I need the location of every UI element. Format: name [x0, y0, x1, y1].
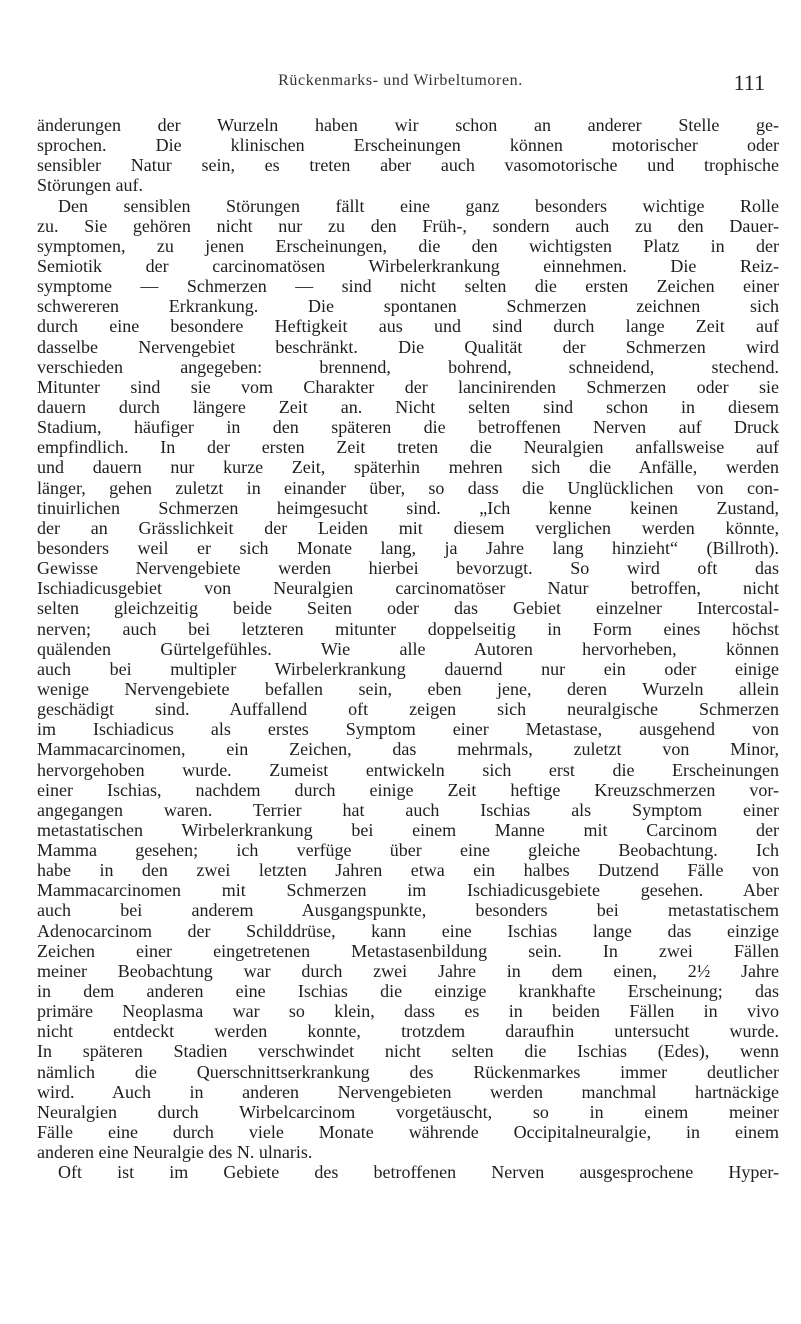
- text-line: Fälle eine durch viele Monate währende Occipitalneuralgie, in einem: [37, 1122, 779, 1143]
- text-line: dauern durch längere Zeit an. Nicht selten sind schon in diesem: [37, 396, 779, 417]
- text-line: hervorgehoben wurde. Zumeist entwickeln sich erst die Erscheinungen: [37, 759, 779, 780]
- text-line: zu. Sie gehören nicht nur zu den Früh-, sondern auch zu den Dauer-: [37, 215, 779, 236]
- text-line: länger, gehen zuletzt in einander über, so dass die Unglücklichen von con-: [37, 477, 779, 498]
- text-line: habe in den zwei letzten Jahren etwa ein halbes Dutzend Fälle von: [37, 860, 779, 881]
- text-line: symptomen, zu jenen Erscheinungen, die den wichtigsten Platz in der: [37, 235, 779, 256]
- text-line: selten gleichzeitig beide Seiten oder das Gebiet einzelner Intercostal-: [37, 598, 779, 619]
- text-line: primäre Neoplasma war so klein, dass es in beiden Fällen in vivo: [37, 1001, 779, 1022]
- text-line: Neuralgien durch Wirbelcarcinom vorgetäuscht, so in einem meiner: [37, 1101, 779, 1122]
- text-line: änderungen der Wurzeln haben wir schon an anderer Stelle ge-: [37, 115, 779, 135]
- text-line: Stadium, häufiger in den späteren die betroffenen Nerven auf Druck: [37, 417, 779, 438]
- body-text: [37, 115, 779, 1182]
- text-line: In späteren Stadien verschwindet nicht selten die Ischias (Edes), wenn: [37, 1041, 779, 1062]
- text-line: schwereren Erkrankung. Die spontanen Schmerzen zeichnen sich: [37, 296, 779, 317]
- text-line: in dem anderen eine Ischias die einzige krankhafte Erscheinung; das: [37, 981, 779, 1002]
- text-line: wird. Auch in anderen Nervengebieten werden manchmal hartnäckige: [37, 1081, 779, 1102]
- running-head: [0, 70, 801, 96]
- text-line: Mammacarcinomen, ein Zeichen, das mehrmals, zuletzt von Minor,: [37, 739, 779, 760]
- text-line: Ischiadicusgebiet von Neuralgien carcinomatöser Natur betroffen, nicht: [37, 578, 779, 599]
- text-line: nicht entdeckt werden konnte, trotzdem daraufhin untersucht wurde.: [37, 1021, 779, 1042]
- text-line: verschieden angegeben: brennend, bohrend, schneidend, stechend.: [37, 356, 779, 377]
- page-number: 111: [733, 70, 765, 95]
- text-line: auch bei anderem Ausgangspunkte, besonders bei metastatischem: [37, 900, 779, 921]
- text-line: besonders weil er sich Monate lang, ja Jahre lang hinzieht“ (Billroth).: [37, 537, 779, 558]
- text-line: wenige Nervengebiete befallen sein, eben jene, deren Wurzeln allein: [37, 678, 779, 699]
- text-line: quälenden Gürtelgefühles. Wie alle Autoren hervorheben, können: [37, 638, 779, 659]
- text-line: auch bei multipler Wirbelerkrankung dauernd nur ein oder einige: [37, 658, 779, 679]
- text-line: nämlich die Querschnittserkrankung des Rückenmarkes immer deutlicher: [37, 1061, 779, 1082]
- text-line: nerven; auch bei letzteren mitunter doppelseitig in Form eines höchst: [37, 618, 779, 639]
- text-line: Mitunter sind sie vom Charakter der lancinirenden Schmerzen oder sie: [37, 376, 779, 397]
- text-line: anderen eine Neuralgie des N. ulnaris.: [37, 1142, 313, 1163]
- text-line: empfindlich. In der ersten Zeit treten die Neuralgien anfallsweise auf: [37, 437, 779, 458]
- text-line: geschädigt sind. Auffallend oft zeigen sich neuralgische Schmerzen: [37, 699, 779, 720]
- text-line: Störungen auf.: [37, 175, 143, 196]
- text-line: metastatischen Wirbelerkrankung bei einem Manne mit Carcinom der: [37, 819, 779, 840]
- text-line: Mammacarcinomen mit Schmerzen im Ischiadicusgebiete gesehen. Aber: [37, 880, 779, 901]
- text-line: der an Grässlichkeit der Leiden mit diesem verglichen werden könnte,: [37, 517, 779, 538]
- text-line: Den sensiblen Störungen fällt eine ganz besonders wichtige Rolle: [58, 195, 779, 216]
- text-line: sensibler Natur sein, es treten aber auch vasomotorische und trophische: [37, 155, 779, 176]
- text-line: durch eine besondere Heftigkeit aus und sind durch lange Zeit auf: [37, 316, 779, 337]
- text-line: Gewisse Nervengebiete werden hierbei bevorzugt. So wird oft das: [37, 558, 779, 579]
- text-line: Adenocarcinom der Schilddrüse, kann eine Ischias lange das einzige: [37, 920, 779, 941]
- text-line: Mamma gesehen; ich verfüge über eine gleiche Beobachtung. Ich: [37, 840, 779, 861]
- text-line: sprochen. Die klinischen Erscheinungen können motorischer oder: [37, 135, 779, 156]
- text-line: Oft ist im Gebiete des betroffenen Nerven ausgesprochene Hyper-: [58, 1162, 779, 1183]
- text-line: Semiotik der carcinomatösen Wirbelerkrankung einnehmen. Die Reiz-: [37, 255, 779, 276]
- text-line: Zeichen einer eingetretenen Metastasenbildung sein. In zwei Fällen: [37, 940, 779, 961]
- text-line: und dauern nur kurze Zeit, späterhin mehren sich die Anfälle, werden: [37, 457, 779, 478]
- running-title: Rückenmarks- und Wirbeltumoren.: [278, 72, 523, 89]
- text-line: symptome — Schmerzen — sind nicht selten die ersten Zeichen einer: [37, 276, 779, 297]
- text-line: dasselbe Nervengebiet beschränkt. Die Qualität der Schmerzen wird: [37, 336, 779, 357]
- text-line: angegangen waren. Terrier hat auch Ischias als Symptom einer: [37, 799, 779, 820]
- text-line: meiner Beobachtung war durch zwei Jahre in dem einen, 2½ Jahre: [37, 960, 779, 981]
- text-line: tinuirlichen Schmerzen heimgesucht sind. „Ich kenne keinen Zustand,: [37, 497, 779, 518]
- text-line: im Ischiadicus als erstes Symptom einer Metastase, ausgehend von: [37, 719, 779, 740]
- text-line: einer Ischias, nachdem durch einige Zeit heftige Kreuzschmerzen vor-: [37, 779, 779, 800]
